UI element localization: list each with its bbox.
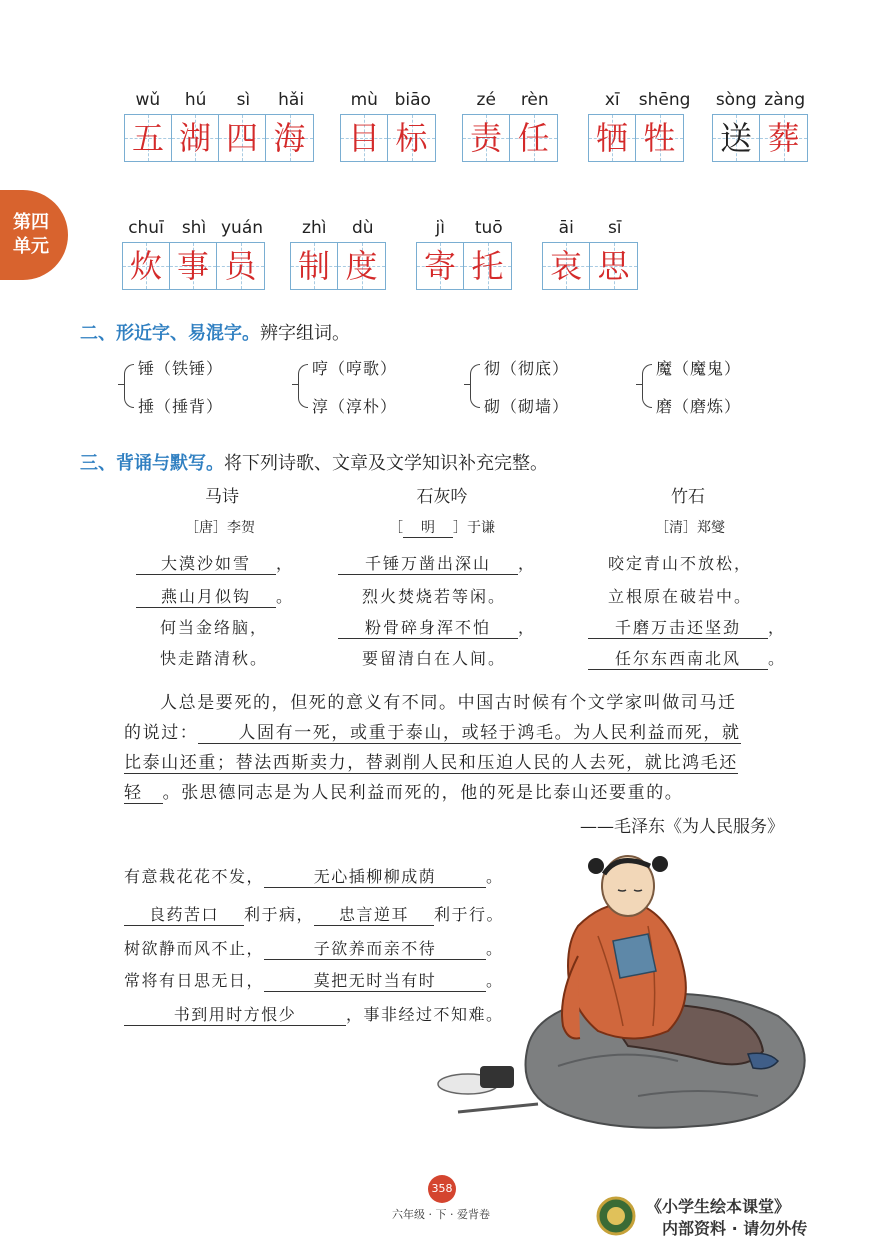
poem-fill: 燕山月似钩: [136, 584, 276, 608]
poem-author: ［唐］李贺: [185, 520, 255, 536]
char-cell: [543, 243, 590, 289]
poem-line: 千磨万击还坚劲 ，: [588, 615, 786, 639]
char-pair-top: 哼（哼歌）: [312, 359, 398, 378]
poem-title: 竹石: [671, 487, 705, 507]
pinyin-syllable: zàng: [764, 90, 806, 110]
proverb-fill: 忠言逆耳: [314, 902, 434, 926]
page-number: 358: [428, 1175, 456, 1203]
boy-reading-illustration: [418, 846, 818, 1136]
poem-line: [338, 646, 506, 669]
char-text: 湖: [178, 119, 211, 157]
poem-fill: 任尔东西南北风: [588, 646, 768, 670]
char-cell: [266, 115, 313, 161]
char-cell: [589, 115, 636, 161]
vocab-word: [290, 218, 387, 292]
char-pair-top: 魔（魔鬼）: [656, 359, 742, 378]
brace-icon: [470, 364, 480, 408]
section-2-title: 二、形近字、易混字。: [80, 323, 260, 344]
pinyin-syllable: hú: [184, 90, 207, 110]
poem-line: 任尔东西南北风 。: [588, 646, 786, 670]
poem-text: 快走踏清秋。: [160, 649, 269, 668]
pinyin-syllable: zé: [476, 90, 496, 110]
char-text: 事: [176, 247, 209, 285]
poem-line: [136, 646, 268, 669]
vocab-word: [542, 218, 639, 292]
char-text: 海: [273, 119, 306, 157]
proverb-line: 树欲静而风不止， 子欲养而亲不待 。: [124, 936, 504, 960]
char-text: 送: [719, 119, 752, 157]
pinyin-syllable: yuán: [220, 218, 264, 238]
poem-text: 何当金络脑，: [160, 618, 269, 637]
char-pair-top: 彻（彻底）: [484, 359, 570, 378]
pinyin-syllable: sī: [607, 218, 622, 238]
vocab-word: [340, 90, 437, 164]
poem-line: 千锤万凿出深山 ，: [338, 551, 536, 575]
char-text: 五: [131, 119, 164, 157]
char-pair-bottom: 磨（磨炼）: [656, 397, 742, 416]
school-logo-icon: [596, 1196, 636, 1236]
vocab-word: [712, 90, 809, 164]
char-cell: [463, 115, 510, 161]
char-cell: [341, 115, 388, 161]
char-pair-group: [124, 356, 284, 420]
pinyin-syllable: sì: [236, 90, 251, 110]
char-text: 度: [345, 247, 378, 285]
poem-line: 粉骨碎身浑不怕 ，: [338, 615, 536, 639]
pinyin-syllable: hǎi: [278, 90, 305, 110]
char-text: 员: [224, 247, 257, 285]
char-cell: [291, 243, 338, 289]
char-pair-group: [298, 356, 458, 420]
char-text: 四: [225, 119, 258, 157]
pinyin-syllable: wǔ: [135, 90, 161, 110]
pinyin-syllable: sòng: [715, 90, 757, 110]
prose-fill: 轻: [124, 783, 163, 804]
poem-title: 石灰吟: [416, 487, 468, 507]
pinyin-syllable: mù: [350, 90, 378, 110]
prose-line: 。张思德同志是为人民利益而死的，他的死是比泰山还要重的。: [162, 783, 684, 803]
char-text: 标: [395, 119, 428, 157]
pinyin-syllable: biāo: [394, 90, 431, 110]
unit-tab-line1: 第四: [13, 212, 49, 233]
char-text: 责: [469, 119, 502, 157]
poem-text: 立根原在破岩中。: [608, 587, 753, 606]
proverb-line: 良药苦口 利于病， 忠言逆耳 利于行。: [124, 902, 504, 926]
char-pair-bottom: 捶（捶背）: [138, 397, 224, 416]
char-pair-group: [470, 356, 630, 420]
section-2-heading: [80, 319, 350, 345]
brace-icon: [642, 364, 652, 408]
poem-fill: 大漠沙如雪: [136, 551, 276, 575]
grade-label: 六年级 · 下 · 爱背卷: [392, 1208, 490, 1221]
char-text: 哀: [549, 247, 582, 285]
char-text: 炊: [129, 247, 162, 285]
prose-passage: [124, 688, 814, 808]
proverb-fill: 书到用时方恨少: [124, 1002, 346, 1026]
pinyin-syllable: xī: [604, 90, 620, 110]
brand-line1: 《小学生绘本课堂》: [646, 1197, 791, 1216]
proverb-line: 书到用时方恨少 ，事非经过不知难。: [124, 1002, 504, 1026]
prose-fill: 比泰山还重；替法西斯卖力，替剥削人民和压迫人民的人去死，就比鸿毛还: [124, 753, 738, 773]
pinyin-syllable: zhì: [302, 218, 327, 238]
section-3-desc: 将下列诗歌、文章及文学知识补充完整。: [224, 453, 548, 474]
char-cell: [219, 115, 266, 161]
dynasty-blank: 明: [403, 517, 453, 538]
char-text: 牲: [643, 119, 676, 157]
pinyin-syllable: shì: [181, 218, 207, 238]
char-text: 目: [347, 119, 380, 157]
poem-line: [338, 584, 506, 607]
char-cell: [636, 115, 683, 161]
char-text: 托: [471, 247, 504, 285]
section-3-title: 三、背诵与默写。: [80, 453, 224, 474]
proverb-line: 常将有日思无日， 莫把无时当有时 。: [124, 968, 504, 992]
brace-icon: [124, 364, 134, 408]
vocab-word: [416, 218, 513, 292]
pinyin-syllable: shēng: [638, 90, 691, 110]
char-cell: [172, 115, 219, 161]
poem-fill: 千磨万击还坚劲: [588, 615, 768, 639]
pinyin-syllable: tuō: [474, 218, 503, 238]
unit-tab-line2: 单元: [13, 236, 49, 257]
prose-fill: 人固有一死，或重于泰山，或轻于鸿毛。为人民利益而死，就: [198, 723, 740, 744]
proverb-fill: 子欲养而亲不待: [264, 936, 486, 960]
vocab-word: [124, 90, 315, 164]
brand-line2: 内部资料 · 请勿外传: [662, 1219, 808, 1238]
poem-title: 马诗: [205, 487, 239, 507]
char-text: 寄: [423, 247, 456, 285]
char-text: 制: [297, 247, 330, 285]
poem-line: 燕山月似钩 。: [136, 584, 294, 608]
char-cell: [713, 115, 760, 161]
proverb-line: 有意栽花花不发， 无心插柳柳成荫 。: [124, 864, 504, 888]
brace-icon: [298, 364, 308, 408]
poem-line: 大漠沙如雪 ，: [136, 551, 294, 575]
char-cell: [760, 115, 807, 161]
char-cell: [464, 243, 511, 289]
unit-tab: [0, 190, 68, 280]
char-pair-top: 锤（铁锤）: [138, 359, 224, 378]
poem-author: ［ 明 ］于谦: [342, 517, 542, 538]
poem-text: 咬定青山不放松，: [608, 554, 753, 573]
poem-text: 要留清白在人间。: [362, 649, 507, 668]
char-pair-group: [642, 356, 802, 420]
vocab-word: [122, 218, 266, 292]
prose-line: 人总是要死的，但死的意义有不同。中国古时候有个文学家叫做司马迁: [160, 693, 737, 713]
char-pair-bottom: 砌（砌墙）: [484, 397, 570, 416]
char-text: 思: [597, 247, 630, 285]
char-cell: [125, 115, 172, 161]
proverb-fill: 无心插柳柳成荫: [264, 864, 486, 888]
poem-line: [588, 584, 752, 607]
char-text: 任: [517, 119, 550, 157]
char-text: 牺: [595, 119, 628, 157]
poem-author: ［清］郑燮: [655, 520, 725, 536]
char-pair-bottom: 淳（淳朴）: [312, 397, 398, 416]
char-cell: [417, 243, 464, 289]
proverb-fill: 莫把无时当有时: [264, 968, 486, 992]
poem-fill: 千锤万凿出深山: [338, 551, 518, 575]
pinyin-syllable: āi: [558, 218, 574, 238]
pinyin-syllable: jì: [435, 218, 445, 238]
poem-line: [136, 615, 268, 638]
prose-line: 的说过：: [124, 723, 199, 743]
char-cell: [510, 115, 557, 161]
section-2-desc: 辨字组词。: [260, 323, 350, 344]
pinyin-syllable: dù: [351, 218, 374, 238]
char-cell: [217, 243, 264, 289]
proverb-fill: 良药苦口: [124, 902, 244, 926]
char-cell: [338, 243, 385, 289]
section-3-heading: [80, 449, 548, 475]
char-cell: [170, 243, 217, 289]
char-text: 葬: [767, 119, 800, 157]
char-cell: [590, 243, 637, 289]
poem-fill: 粉骨碎身浑不怕: [338, 615, 518, 639]
char-cell: [388, 115, 435, 161]
char-cell: [123, 243, 170, 289]
prose-source: ——毛泽东《为人民服务》: [580, 817, 784, 837]
poem-line: [588, 551, 752, 574]
poem-text: 烈火焚烧若等闲。: [362, 587, 507, 606]
vocab-word: [588, 90, 691, 164]
vocab-word: [462, 90, 559, 164]
pinyin-syllable: chuī: [128, 218, 164, 238]
pinyin-syllable: rèn: [520, 90, 549, 110]
